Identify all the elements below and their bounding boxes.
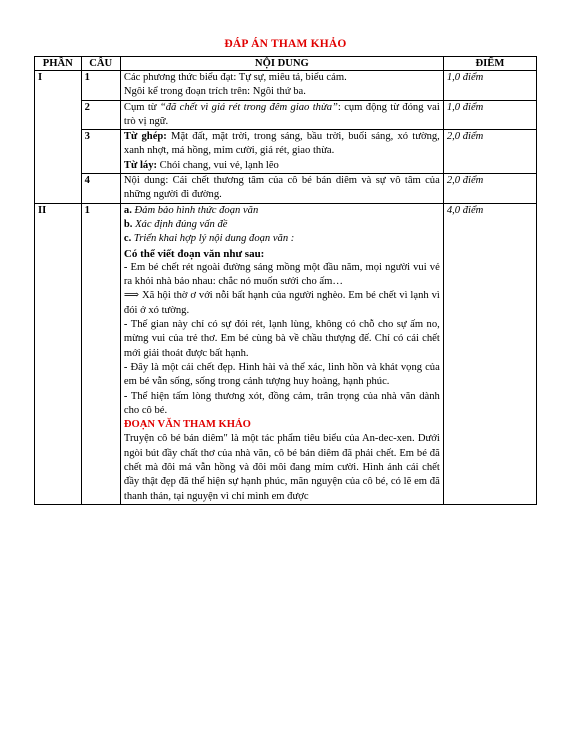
- bullet-dash: -: [123, 390, 128, 402]
- answer-content: [120, 100, 443, 130]
- answer-content: [120, 130, 443, 174]
- criterion-label: b.: [123, 218, 133, 230]
- reference-heading: ĐOẠN VĂN THAM KHẢO: [123, 419, 251, 431]
- section-heading: Có thể viết đoạn văn như sau:: [123, 247, 265, 260]
- header-phan: PHẦN: [35, 57, 82, 71]
- table-row: [35, 203, 537, 504]
- table-row: [35, 174, 537, 204]
- reference-paragraph: Truyện cô bé bán diêm" là một tác phẩm tiêu biểu của An-dec-xen. Dưới ngòi bút đầy chất thơ của nhà văn, cô bé bán diêm đã phải chết. Em bé đã chết mà đôi má vẫn hồng và đôi môi đang mỉm cười. Hình ảnh cái chết đầy thật đẹp đã thể hiện sự hạnh phúc, mãn nguyện của cô bé, có lẽ em đã thanh thản, tại nguyện vì chỉ mình em được: [123, 433, 440, 502]
- essay-paragraph: Đây là một cái chết đẹp. Hình hài và thể xác, linh hồn và khát vọng của em bé vẫn sống, sống trong cảnh tượng huy hoàng, hạnh phúc.: [123, 361, 440, 388]
- compound-label: Từ ghép:: [123, 131, 167, 143]
- answer-line: Ngôi kể trong đoạn trích trên: Ngôi thứ ba.: [123, 86, 306, 98]
- table-header-row: [35, 57, 537, 71]
- header-cau: CÂU: [81, 57, 120, 71]
- essay-paragraph: Em bé chết rét ngoài đường sáng mồng một đầu năm, mọi người vui vẻ ra khỏi nhà bảo nhau: chắc nó muốn sưởi cho ấm…: [123, 261, 440, 288]
- score: 2,0 điểm: [443, 130, 536, 174]
- answer-content: [120, 71, 443, 101]
- criterion-text: Triển khai hợp lý nội dung đoạn văn :: [131, 233, 295, 245]
- question-number: 4: [81, 174, 120, 204]
- answer-table: [34, 56, 537, 505]
- score: 1,0 điểm: [443, 100, 536, 130]
- question-number: 2: [81, 100, 120, 130]
- score: 4,0 điểm: [443, 203, 536, 504]
- answer-text: Cụm từ: [123, 101, 160, 113]
- reduplicative-label: Từ láy:: [123, 159, 158, 171]
- score: 2,0 điểm: [443, 174, 536, 204]
- answer-text: : cụm động từ đóng vai trò vị ngữ.: [123, 101, 440, 127]
- compound-words: Mặt đất, mặt trời, trong sáng, bầu trời, buổi sáng, xó tường, xanh nhợt, má hồng, mỉm cười, giá rét, giao thừa.: [123, 131, 440, 157]
- table-row: [35, 100, 537, 130]
- quoted-phrase: “đã chết vì giá rét trong đêm giao thừa”: [159, 101, 338, 113]
- reduplicative-words: Chói chang, vui vẻ, lạnh lẽo: [157, 159, 279, 171]
- bullet-dash: -: [123, 261, 128, 273]
- part-label: I: [35, 71, 82, 204]
- criterion-label: a.: [123, 204, 132, 216]
- criterion-text: Xác định đúng vấn đề: [132, 218, 228, 230]
- question-number: 1: [81, 71, 120, 101]
- bullet-dash: -: [123, 319, 128, 331]
- criterion-text: Đảm bảo hình thức đoạn văn: [131, 204, 259, 216]
- bullet-dash: -: [123, 361, 128, 373]
- score: 1,0 điểm: [443, 71, 536, 101]
- table-row: [35, 130, 537, 174]
- part-label: II: [35, 203, 82, 504]
- essay-paragraph: Thể hiện tấm lòng thương xót, đồng cảm, trân trọng của nhà văn dành cho cô bé.: [123, 390, 440, 416]
- essay-paragraph: Thế gian này chỉ có sự đói rét, lạnh lùng, không có chỗ cho sự ấm no, mừng vui của trẻ thơ. Em bé cùng bà về chầu thượng đế. Chỉ có cái chết mới giải thoát được bất hạnh.: [123, 319, 440, 359]
- header-noidung: NỘI DUNG: [120, 57, 443, 71]
- essay-paragraph: ⟹ Xã hội thờ ơ với nỗi bất hạnh của người nghèo. Em bé chết vì lạnh vì đói ở xó tường.: [123, 290, 440, 316]
- header-diem: ĐIỂM: [443, 57, 536, 71]
- essay-content: [120, 203, 443, 504]
- answer-line: Các phương thức biểu đạt: Tự sự, miêu tả, biểu cảm.: [123, 72, 347, 83]
- page-title: ĐÁP ÁN THAM KHẢO: [224, 38, 347, 50]
- answer-content: Nội dung: Cái chết thương tâm của cô bé bán diêm và sự vô tâm của những người đi đường.: [120, 174, 443, 204]
- question-number: 1: [81, 203, 120, 504]
- table-row: [35, 71, 537, 101]
- criterion-label: c.: [123, 233, 132, 245]
- question-number: 3: [81, 130, 120, 174]
